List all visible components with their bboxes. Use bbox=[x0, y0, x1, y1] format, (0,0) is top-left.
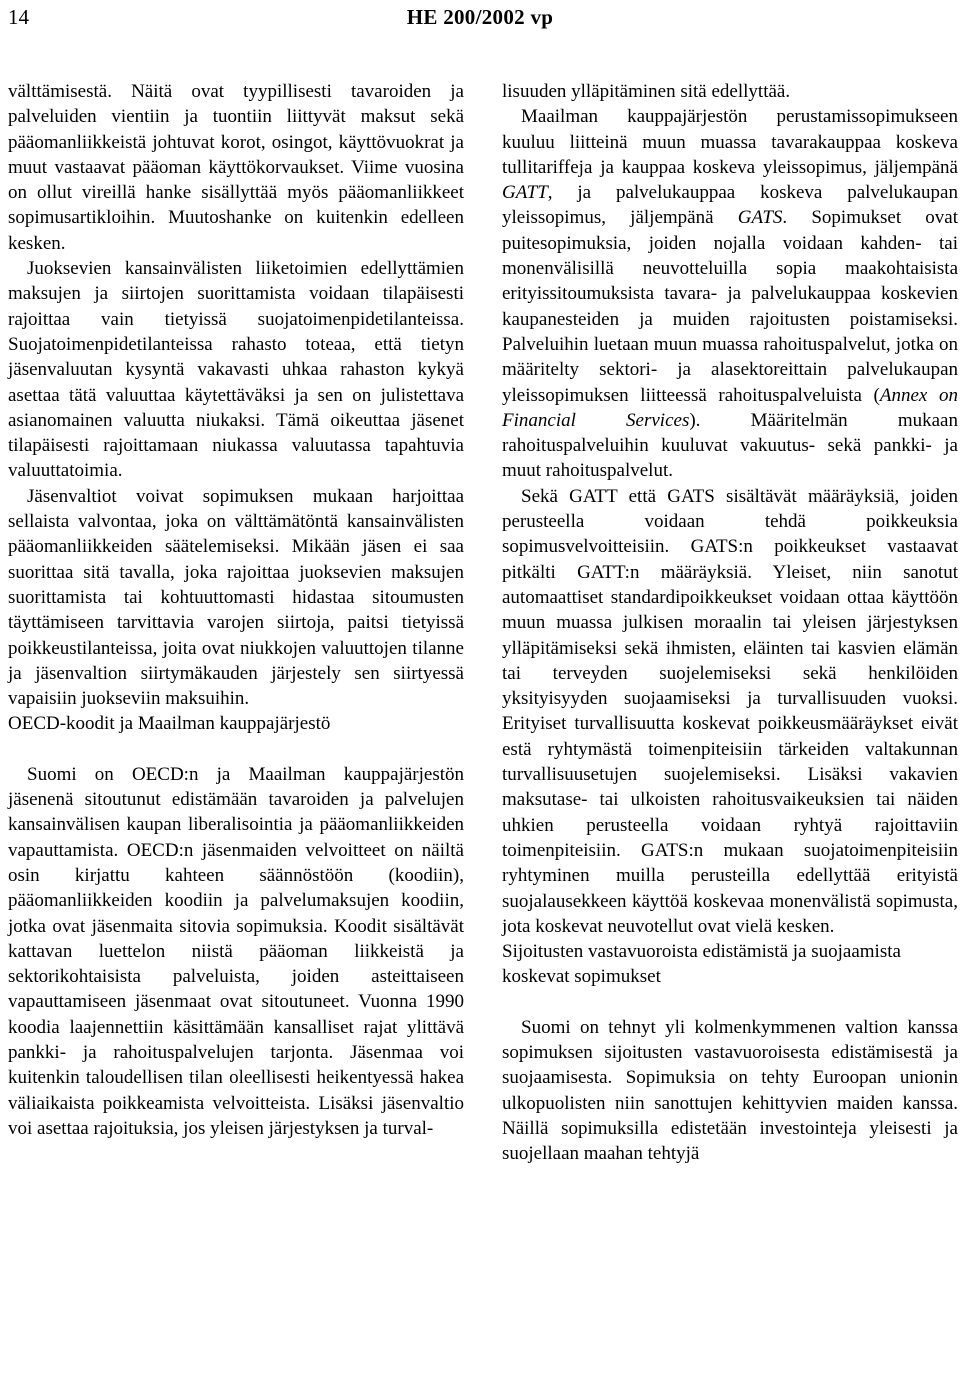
paragraph-continued-right: lisuuden ylläpitäminen sitä edellyttää. bbox=[502, 81, 791, 102]
section-heading-sijoitukset: Sijoitusten vastavuoroista edistämistä ja suojaamista koskevat sopimukset bbox=[502, 941, 901, 988]
document-id: HE 200/2002 vp bbox=[406, 5, 554, 29]
term-gats: GATS bbox=[737, 207, 783, 229]
paragraph-jasenvaltiot: Jäsenvaltiot voivat sopimuksen mukaan harjoittaa sellaista valvontaa, joka on välttämätöntä kansainvälisten pääomanliikkeiden säätelemiseksi. Mikään jäsen ei saa suorittaa sitä tavalla, joka rajoittaa juoksevien maksujen suorittamista tai kohtuuttomasti hidastaa sitoumusten täyttämiseen tarvittavia varojen siirtoja, paitsi tietyissä poikkeustilanteissa, joita ovat niukkojen valuuttojen tilanne ja jäsenvaltion siirtymäkauden järjestely sen siirtyessä vapaisiin juokseviin maksuihin. bbox=[8, 485, 464, 710]
right-column bbox=[502, 79, 958, 1166]
paragraph-suomi-oecd: Suomi on OECD:n ja Maailman kauppajärjestön jäsenenä sitoutunut edistämään tavaroiden ja palvelujen kansainvälisen kaupan liberalisointia ja pääomanliikkeiden vapauttamista. OECD:n jäsenmaiden velvoitteet on näiltä osin kirjattu kahteen säännöstöön (koodiin), pääomanliikkeiden koodiin ja palvelumaksujen koodiin, jotka ovat jäsenmaita sitovia sopimuksia. Koodit sisältävät kattavan luettelon niistä pääoman liikkeistä ja sektorikohtaisista palveluista, joiden asteittaiseen vapauttamiseen jäsenmaat ovat sitoutuneet. Vuonna 1990 koodia laajennettiin käsittämään kansalliset rajat ylittävä pankki- ja rahoituspalvelujen tarjonta. Jäsenmaa voi kuitenkin taloudellisen tilan oleellisesti heikentyessä hakea väliaikaista poikkeamista velvoitteista. Lisäksi jäsenvaltio voi asettaa rajoituksia, jos yleisen järjestyksen ja turval- bbox=[8, 763, 464, 1139]
paragraph-continued: välttämisestä. Näitä ovat tyypillisesti tavaroiden ja palveluiden vientiin ja tuontiin liittyvät maksut sekä pääomanliikkeistä johtuvat korot, osingot, käyttövuokrat ja muut vastaavat pääoman käyttökorvaukset. Viime vuosina on ollut vireillä hanke sisällyttää myös pääomanliikkeet sopimusartikloihin. Muutoshanke on kuitenkin edelleen kesken. bbox=[8, 81, 464, 254]
left-column bbox=[8, 79, 464, 1141]
term-gatt: GATT bbox=[502, 182, 548, 204]
paragraph-gatt-gats: Sekä GATT että GATS sisältävät määräyksiä, joiden perusteella voidaan tehdä poikkeuksia sopimusvelvoitteisiin. GATS:n poikkeukset vastaavat pitkälti GATT:n määräyksiä. Yleiset, niin sanotut automaattiset standardipoikkeukset voidaan ottaa käyttöön muun muassa julkisen moraalin tai yleisen järjestyksen ylläpitämiseksi sekä ihmisten, eläinten tai kasvien elämän tai terveyden suojelemiseksi sekä henkilöiden yksityisyyden suojaamiseksi ja turvallisuuden vuoksi. Erityiset turvallisuutta koskevat poikkeusmääräykset eivät estä ryhtymästä toimenpiteisiin tärkeiden valtakunnan turvallisuusetujen suojelemiseksi. Lisäksi vakavien maksutase- tai ulkoisten rahoitusvaikeuksien tai näiden uhkien perusteella voidaan ryhtyä rajoittaviin toimenpiteisiin. GATS:n mukaan suojatoimenpiteisiin ryhtyminen muilla perusteilla edellyttää erityistä suojalausekkeen käyttöä koskevaa monenvälistä sopimusta, jota koskevat neuvotellut ovat vielä kesken. bbox=[502, 485, 958, 937]
section-heading-oecd: OECD-koodit ja Maailman kauppajärjestö bbox=[8, 713, 331, 735]
page-header bbox=[8, 2, 952, 32]
paragraph-juoksevien: Juoksevien kansainvälisten liiketoimien edellyttämien maksujen ja siirtojen suorittamista voidaan tilapäisesti rajoittaa vain tietyissä suojatoimenpidetilanteissa. Suojatoimenpidetilanteissa rahasto toteaa, että tietyn jäsenvaluutan kysyntä vakavasti uhkaa rahaston kykyä asettaa tätä valuuttaa käytettäväksi ja sen on julistettava asianomainen valuutta niukaksi. Tämä oikeuttaa jäsenet tilapäisesti rajoittamaan niukassa valuutassa tapahtuvia valuuttatoimia. bbox=[8, 258, 464, 482]
term-annex: Annex on Financial Services bbox=[502, 384, 958, 431]
page-number: 14 bbox=[8, 5, 29, 29]
paragraph-maailman-kauppajarjesto: Maailman kauppajärjestön perustamissopimukseen kuuluu liitteinä muun muassa tavarakauppaa koskeva tullitariffeja ja kauppaa koskeva yleissopimus, jäljempänä GATT, ja palvelukauppaa koskeva palvelukaupan yleissopimus, jäljempänä GATS. Sopimukset ovat puitesopimuksia, joiden nojalla voidaan kahden- tai monenvälisillä neuvotteluilla sopia maakohtaisista erityissitoumuksista tavara- ja palvelukauppaa koskevien kaupanesteiden ja muiden rajoitusten poistamiseksi. Palveluihin luetaan muun muassa rahoituspalvelut, jotka on määritelty sektori- ja alasektoreittain palvelukaupan yleissopimuksen liitteessä rahoituspalveluista (Annex on Financial Services). Määritelmän mukaan rahoituspalveluihin kuuluvat vakuutus- sekä pankki- ja muut rahoituspalvelut. bbox=[502, 106, 958, 482]
paragraph-suomi-sijoitukset: Suomi on tehnyt yli kolmenkymmenen valtion kanssa sopimuksen sijoitusten vastavuoroisesta edistämisestä ja suojaamisesta. Sopimuksia on tehty Euroopan unionin ulkopuolisten niin sanottujen kehittyvien maiden kanssa. Näillä sopimuksilla edistetään investointeja yleisesti ja suojellaan maahan tehtyjä bbox=[502, 1016, 958, 1165]
